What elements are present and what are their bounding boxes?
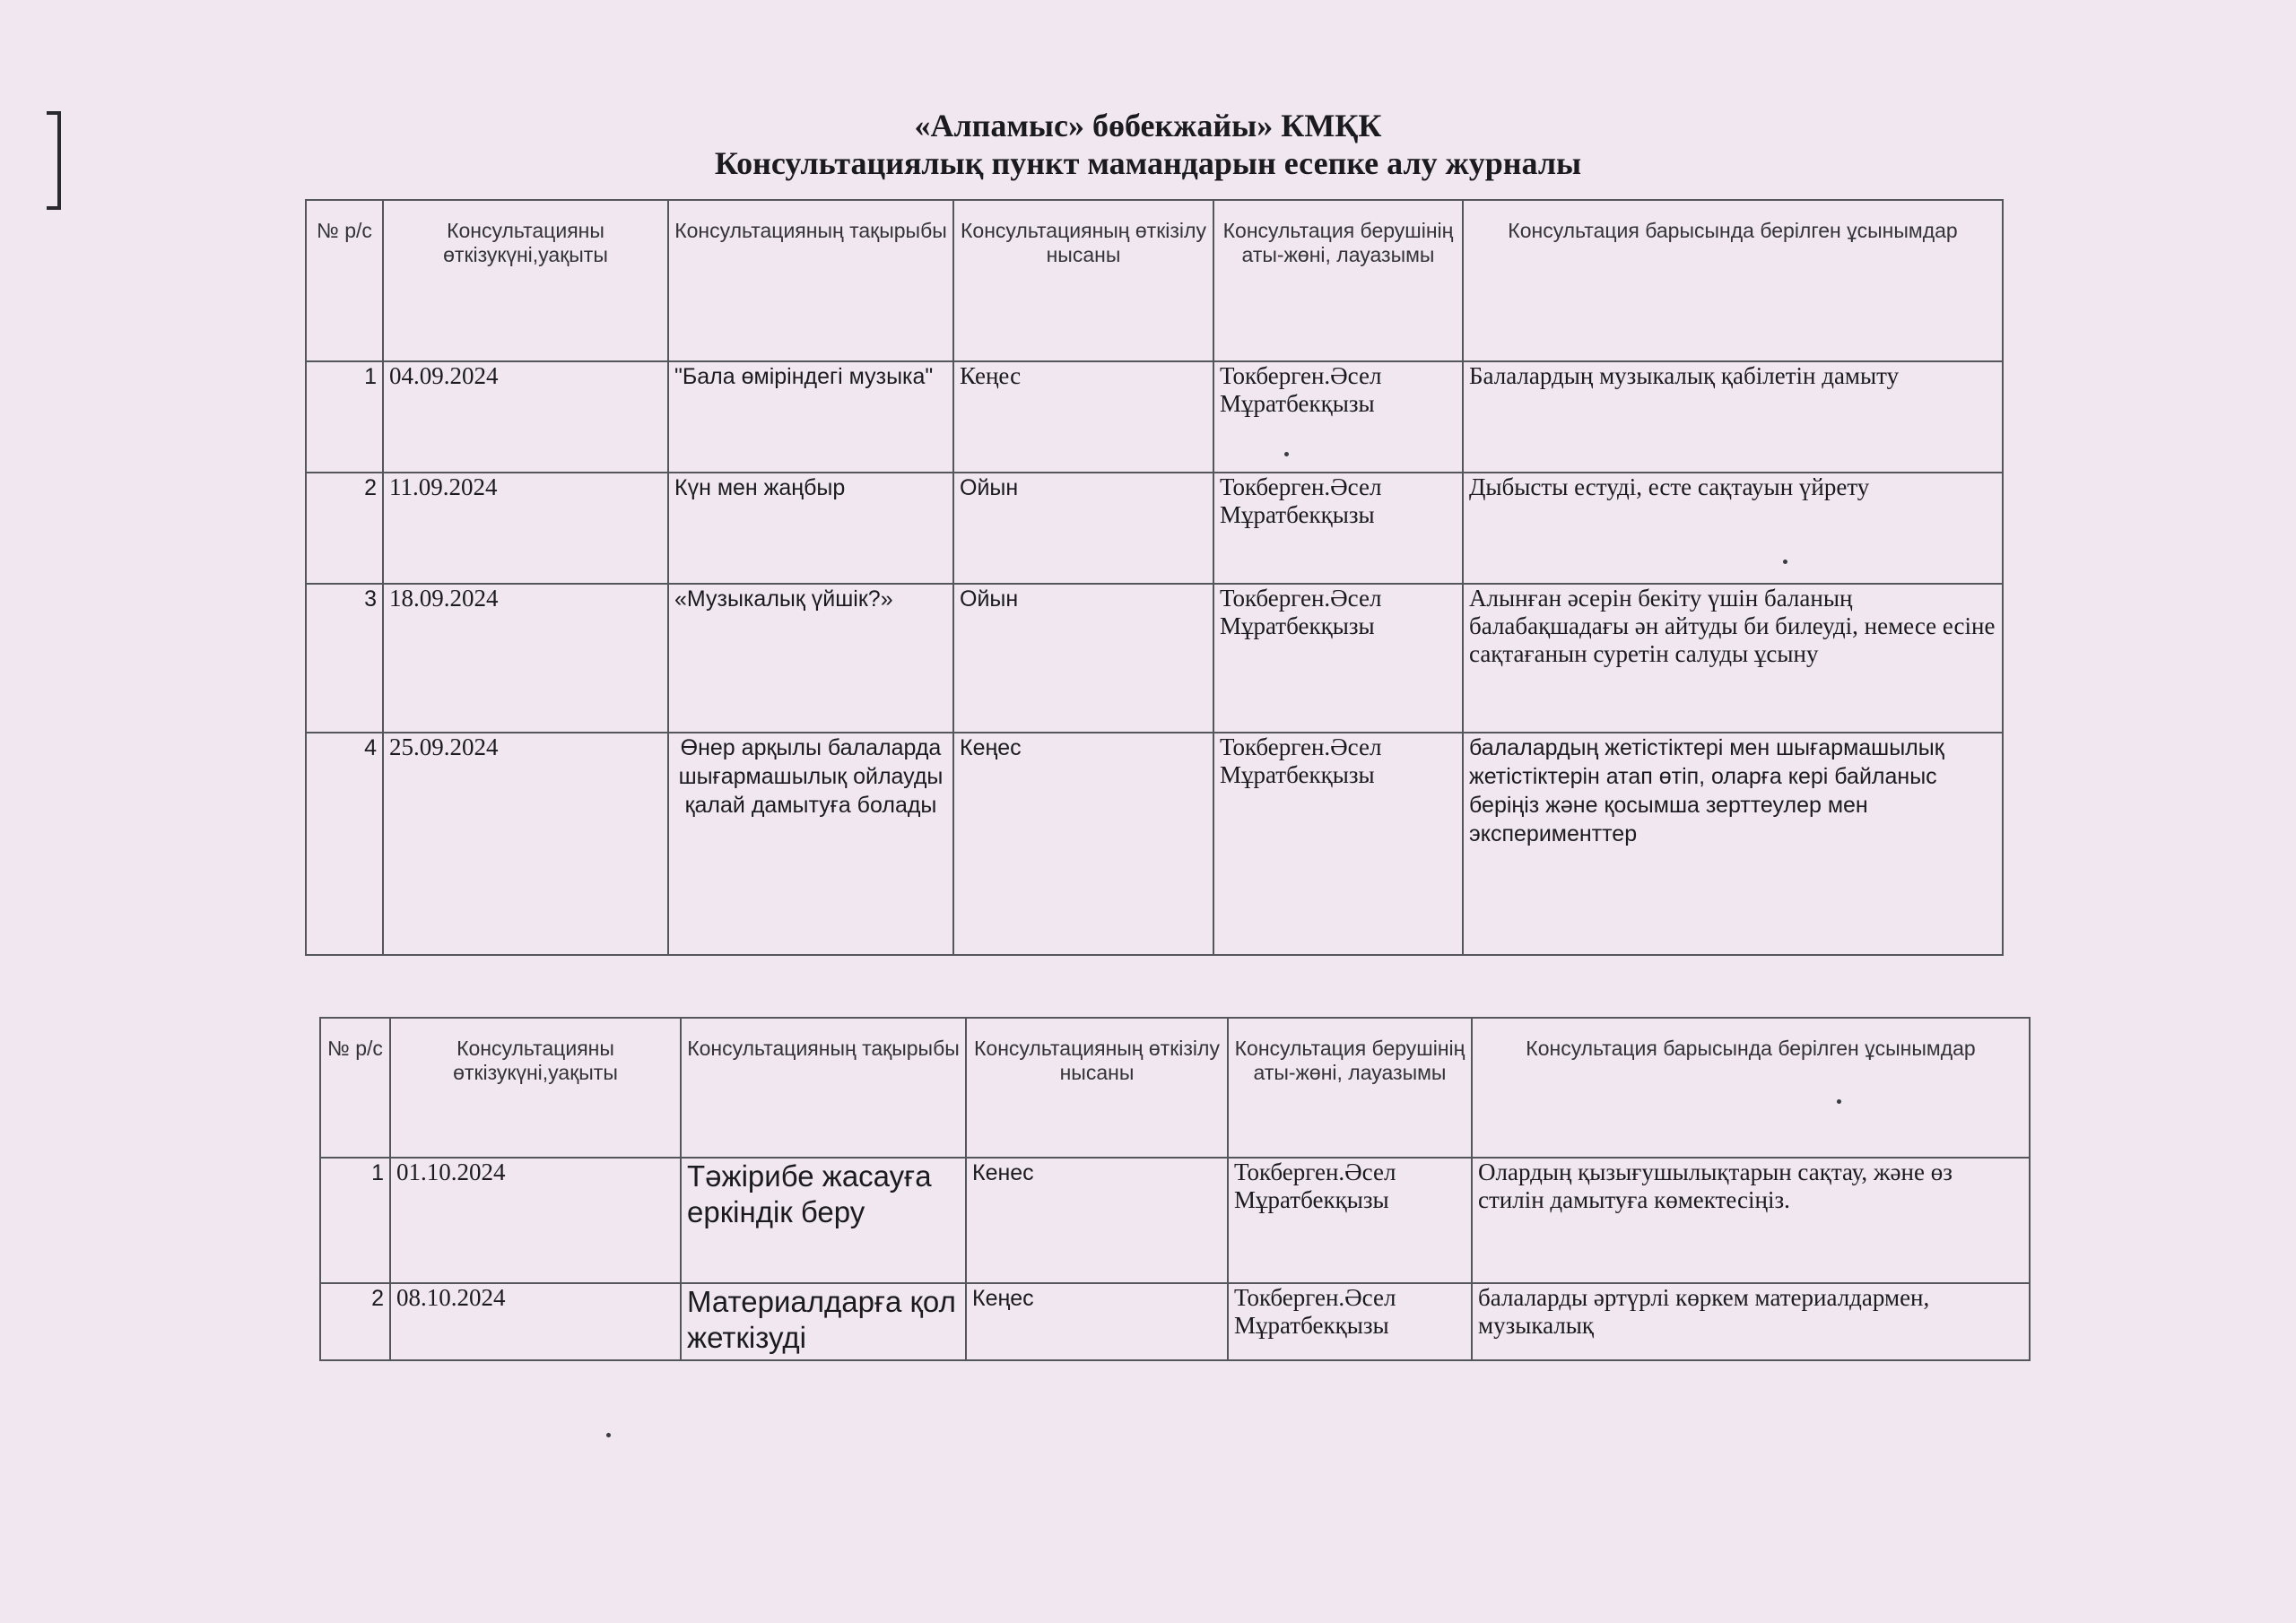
consultation-table-october — [319, 1017, 2031, 1361]
table-row — [320, 1283, 2030, 1360]
row-recommendation: Дыбысты естуді, есте сақтауын үйрету — [1463, 473, 2003, 584]
column-header-recommendations: Консультация барысында берілген ұсынымдар — [1463, 200, 2003, 361]
consultation-table-september — [305, 199, 2004, 956]
row-topic: Күн мен жаңбыр — [668, 473, 953, 584]
column-header-number: № р/с — [320, 1018, 390, 1158]
row-date: 11.09.2024 — [383, 473, 668, 584]
column-header-form: Консультацияның өткізілу нысаны — [953, 200, 1213, 361]
row-consultant: Токберген.Әсел Мұратбекқызы — [1213, 361, 1463, 473]
row-form: Кенес — [966, 1158, 1228, 1283]
table-row — [306, 733, 2003, 955]
table-row — [306, 584, 2003, 733]
column-header-form: Консультацияның өткізілу нысаны — [966, 1018, 1228, 1158]
scan-speck — [1284, 452, 1289, 456]
column-header-date: Консультацияны өткізукүні,уақыты — [383, 200, 668, 361]
row-number: 3 — [306, 584, 383, 733]
journal-title: Консультациялық пункт мамандарын есепке алу журналы — [714, 145, 1582, 181]
scan-speck — [1783, 560, 1787, 564]
row-form: Кеңес — [966, 1283, 1228, 1360]
row-consultant: Токберген.Әсел Мұратбекқызы — [1228, 1283, 1472, 1360]
column-header-consultant: Консультация берушінің аты-жөні, лауазымы — [1228, 1018, 1472, 1158]
column-header-date: Консультацияны өткізукүні,уақыты — [390, 1018, 681, 1158]
row-number: 4 — [306, 733, 383, 955]
row-recommendation: Алынған әсерін бекіту үшін баланың балабақшадағы ән айтуды би билеуді, немесе есіне сақтағанын суретін салуды ұсыну — [1463, 584, 2003, 733]
row-recommendation: Олардың қызығушылықтарын сақтау, және өз стилін дамытуға көмектесіңіз. — [1472, 1158, 2030, 1283]
row-form: Ойын — [953, 584, 1213, 733]
row-topic: "Бала өміріндегі музыка" — [668, 361, 953, 473]
table-row — [306, 361, 2003, 473]
scan-speck — [1837, 1099, 1841, 1104]
row-number: 2 — [320, 1283, 390, 1360]
row-recommendation: балаларды әртүрлі көркем материалдармен, музыкалық — [1472, 1283, 2030, 1360]
row-topic: Тәжірибе жасауға еркіндік беру — [681, 1158, 966, 1283]
row-number: 1 — [306, 361, 383, 473]
table-row — [320, 1158, 2030, 1283]
column-header-recommendations: Консультация барысында берілген ұсынымдар — [1472, 1018, 2030, 1158]
row-consultant: Токберген.Әсел Мұратбекқызы — [1213, 584, 1463, 733]
column-header-topic: Консультацияның тақырыбы — [681, 1018, 966, 1158]
row-date: 25.09.2024 — [383, 733, 668, 955]
row-topic: «Музыкалық үйшік?» — [668, 584, 953, 733]
row-form: Ойын — [953, 473, 1213, 584]
row-consultant: Токберген.Әсел Мұратбекқызы — [1213, 733, 1463, 955]
margin-bracket-mark — [47, 111, 61, 210]
row-recommendation: Балалардың музыкалық қабілетін дамыту — [1463, 361, 2003, 473]
table-row — [306, 473, 2003, 584]
column-header-consultant: Консультация берушінің аты-жөні, лауазымы — [1213, 200, 1463, 361]
row-form: Кеңес — [953, 733, 1213, 955]
column-header-number: № р/с — [306, 200, 383, 361]
row-date: 08.10.2024 — [390, 1283, 681, 1360]
table-header-row — [320, 1018, 2030, 1158]
column-header-topic: Консультацияның тақырыбы — [668, 200, 953, 361]
row-recommendation: балалардың жетістіктері мен шығармашылық жетістіктерін атап өтіп, оларға кері байланыс беріңіз және қосымша зерттеулер мен эксперименттер — [1463, 733, 2003, 955]
organization-title: «Алпамыс» бөбекжайы» КМҚК — [914, 108, 1382, 143]
scan-speck — [606, 1433, 611, 1437]
row-topic: Материалдарға қол жеткізуді — [681, 1283, 966, 1360]
row-date: 01.10.2024 — [390, 1158, 681, 1283]
row-date: 04.09.2024 — [383, 361, 668, 473]
row-number: 1 — [320, 1158, 390, 1283]
row-number: 2 — [306, 473, 383, 584]
row-consultant: Токберген.Әсел Мұратбекқызы — [1228, 1158, 1472, 1283]
row-topic: Өнер арқылы балаларда шығармашылық ойлауды қалай дамытуға болады — [668, 733, 953, 955]
row-form: Кеңес — [953, 361, 1213, 473]
row-consultant: Токберген.Әсел Мұратбекқызы — [1213, 473, 1463, 584]
row-date: 18.09.2024 — [383, 584, 668, 733]
table-header-row — [306, 200, 2003, 361]
